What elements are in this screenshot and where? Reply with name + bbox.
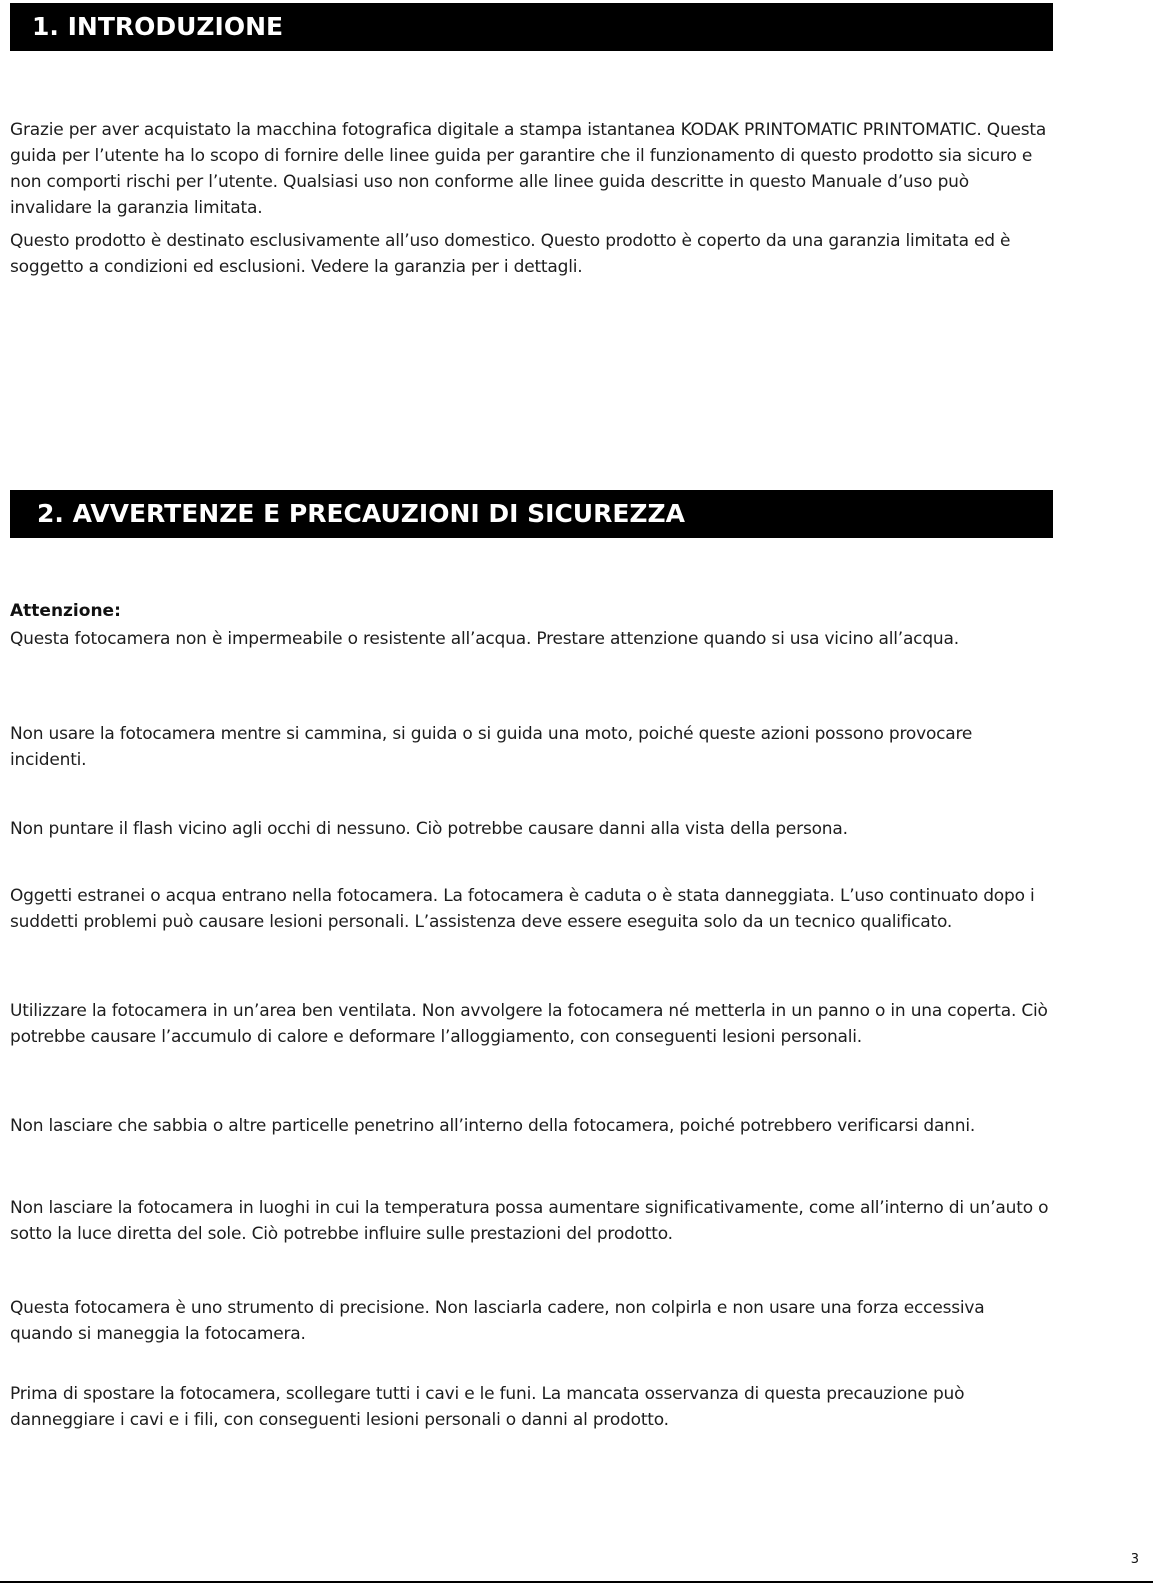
intro-paragraph: Questo prodotto è destinato esclusivamente all’uso domestico. Questo prodotto è coperto da una garanzia limitata ed è soggetto a condizioni ed esclusioni. Vedere la garanzia per i dettagli. bbox=[10, 231, 1011, 277]
page-number: 3 bbox=[1130, 1552, 1139, 1567]
warning-paragraph: Questa fotocamera non è impermeabile o resistente all’acqua. Prestare attenzione quando si usa vicino all’acqua. bbox=[10, 629, 959, 649]
warning-paragraph: Non lasciare che sabbia o altre particelle penetrino all’interno della fotocamera, poiché potrebbero verificarsi danni. bbox=[10, 1116, 976, 1136]
warning-paragraph: Utilizzare la fotocamera in un’area ben ventilata. Non avvolgere la fotocamera né metterla in un panno o in una coperta. Ciò potrebbe causare l’accumulo di calore e deformare l’alloggiamento, con conseguenti lesioni personali. bbox=[10, 1001, 1048, 1047]
intro-paragraph: Grazie per aver acquistato la macchina fotografica digitale a stampa istantanea KODAK PRINTOMATIC PRINTOMATIC. Questa guida per l’utente ha lo scopo di fornire delle linee guida per garantire che il funzionamento di questo prodotto sia sicuro e non comporti rischi per l’utente. Qualsiasi uso non conforme alle linee guida descritte in questo Manuale d’uso può invalidare la garanzia limitata. bbox=[10, 120, 1047, 218]
warning-paragraph: Oggetti estranei o acqua entrano nella fotocamera. La fotocamera è caduta o è stata danneggiata. L’uso continuato dopo i suddetti problemi può causare lesioni personali. L’assistenza deve essere eseguita solo da un tecnico qualificato. bbox=[10, 886, 1035, 932]
section-heading-introduzione: 1. INTRODUZIONE bbox=[10, 3, 1053, 51]
attention-heading: Attenzione: bbox=[10, 601, 121, 621]
warning-paragraph: Non usare la fotocamera mentre si cammina, si guida o si guida una moto, poiché queste azioni possono provocare incidenti. bbox=[10, 724, 973, 770]
warning-paragraph: Questa fotocamera è uno strumento di precisione. Non lasciarla cadere, non colpirla e non usare una forza eccessiva quando si maneggia la fotocamera. bbox=[10, 1298, 985, 1344]
warning-paragraph: Non lasciare la fotocamera in luoghi in cui la temperatura possa aumentare significativamente, come all’interno di un’auto o sotto la luce diretta del sole. Ciò potrebbe influire sulle prestazioni del prodotto. bbox=[10, 1198, 1049, 1244]
section-heading-avvertenze: 2. AVVERTENZE E PRECAUZIONI DI SICUREZZA bbox=[10, 490, 1053, 538]
warning-paragraph: Non puntare il flash vicino agli occhi di nessuno. Ciò potrebbe causare danni alla vista della persona. bbox=[10, 819, 848, 839]
bottom-rule bbox=[0, 1581, 1153, 1583]
warning-paragraph: Prima di spostare la fotocamera, scollegare tutti i cavi e le funi. La mancata osservanza di questa precauzione può danneggiare i cavi e i fili, con conseguenti lesioni personali o danni al prodotto. bbox=[10, 1384, 965, 1430]
